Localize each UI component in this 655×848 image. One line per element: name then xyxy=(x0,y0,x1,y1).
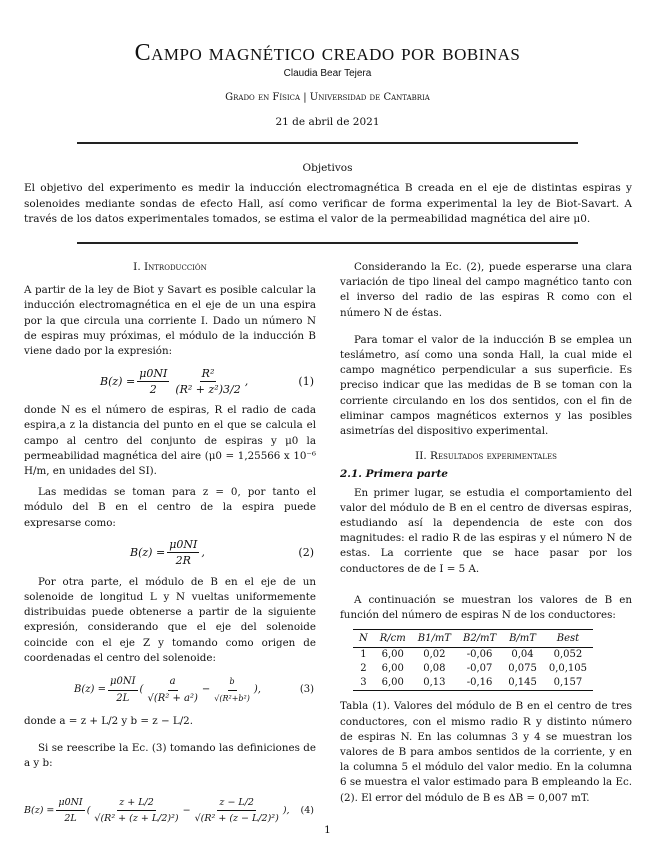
right-paragraph-4: A continuación se muestran los valores de B en función del número de espiras N de los conductores: xyxy=(340,593,632,622)
right-paragraph-2: Para tomar el valor de la inducción B se emplea un teslámetro, así como una sonda Hall, la cual mide el campo magnético perpendicular a sus superficie. Es preciso indicar que las medidas de B se toman con la corriente circulando en los dos sentidos, con el fin de eliminar campos magnéticos externos y las posibles asimetrías del dispositivo experimental. xyxy=(340,333,632,438)
section-resultados: II. Resultados experimentales xyxy=(415,450,557,463)
eq3-frac-num: μ0NI xyxy=(108,674,138,690)
eq2-number: (2) xyxy=(298,546,314,560)
eq3-b-num: b xyxy=(228,674,237,690)
eq1-tail: , xyxy=(244,374,249,388)
eq1-number: (1) xyxy=(298,374,314,388)
bottom-rule xyxy=(77,242,578,244)
eq2-frac-num: μ0NI xyxy=(167,537,199,553)
table-row xyxy=(353,662,593,676)
table-cell: 0,08 xyxy=(423,663,446,675)
page-number: 1 xyxy=(324,824,331,836)
table-cell: 3 xyxy=(353,676,374,691)
right-paragraph-1: Considerando la Ec. (2), puede esperarse una clara variación de tipo lineal del campo magnético tanto con el inverso del radio de las espiras R como con el número N de éstas. xyxy=(340,261,632,319)
eq3-a-num: a xyxy=(168,674,178,690)
table-cell: 0,13 xyxy=(412,676,457,691)
intro-paragraph-5: donde a = z + L/2 y b = z − L/2. xyxy=(24,715,194,728)
table-cell: 0,02 xyxy=(423,649,446,661)
intro-paragraph-2: donde N es el número de espiras, R el radio de cada espira,a z la distancia del punto en el que se calcula el campo al centro del conjunto de espiras y μ0 la permeabilidad magnética del aire (μ0 = 1,25566 x 10⁻⁶ H/m, en unidades del SI). xyxy=(24,404,316,478)
table-cell: 0,075 xyxy=(508,663,537,675)
intro-paragraph-3: Las medidas se toman para z = 0, por tanto el módulo del B en el centro de la espira puede expresarse como: xyxy=(24,486,316,529)
intro-paragraph-4: Por otra parte, el módulo de B en el eje de un solenoide de longitud L y N vueltas uniformemente distribuidas puede obtenerse a partir de la siguiente expresión, considerando que el eje del solenoide coincide con el eje Z y tomando como origen de coordenadas el centro del solenoide: xyxy=(24,575,316,664)
left-column xyxy=(24,260,316,834)
table-cell: 0,145 xyxy=(502,676,543,691)
eq3-a-den: √(R² + a²) xyxy=(147,692,198,704)
table-header-row xyxy=(353,630,593,648)
equation-3: B(z) = $\frac{\mu 0NI}{2L}$ ( $\frac{a}{\text{√(R² + a²)}}$ − $\frac{b}{\text{√(R²+b²)}}$ ), (3) xyxy=(24,670,316,710)
table-cell: 0,0,105 xyxy=(548,663,588,675)
equation-1 xyxy=(24,361,316,401)
table-header: B/mT xyxy=(502,630,543,648)
affiliation: Grado en Física | Universidad de Cantabria xyxy=(225,92,430,103)
table-row xyxy=(353,676,593,691)
table-header: Best xyxy=(543,630,593,648)
subsection-primera-parte: 2.1. Primera parte xyxy=(340,468,448,481)
eq4-frac-num: μ0NI xyxy=(56,795,84,811)
intro-paragraph-6: Si se reescribe la Ec. (3) tomando las definiciones de a y b: xyxy=(24,742,316,770)
results-table xyxy=(353,629,593,691)
eq1-frac2-den: (R² + z²)3/2 xyxy=(175,382,241,396)
eq1-frac1-num: μ0NI xyxy=(137,366,169,382)
eq2-frac-den: 2R xyxy=(175,554,191,568)
right-column xyxy=(340,260,632,806)
table-cell: 0,157 xyxy=(543,676,593,691)
eq4-b-num: z − L/2 xyxy=(217,795,256,811)
eq3-frac-den: 2L xyxy=(116,692,130,704)
abstract-title: Objetivos xyxy=(302,162,353,174)
intro-paragraph-1: A partir de la ley de Biot y Savart es posible calcular la inducción electromagnética en el eje de un una espira por la que circula una corriente I. Dado un número N de espiras muy próximas, el módulo de la inducción B viene dado por la expresión: xyxy=(24,284,316,358)
table-cell: 0,04 xyxy=(511,649,534,661)
eq2-lhs: B(z) = xyxy=(130,546,166,560)
table-cell: 6,00 xyxy=(381,663,404,675)
date: 21 de abril de 2021 xyxy=(275,116,380,128)
table-cell: 6,00 xyxy=(374,676,412,691)
abstract-text: El objetivo del experimento es medir la inducción electromagnética B creada en el eje de distintas espiras y solenoides mediante sondas de efecto Hall, así como verificar de forma experimental la ley de Biot-Savart. A través de los datos experimentales tomados, se estima el valor de la permeabilidad magnética del aire μ0. xyxy=(24,182,632,225)
table-cell: 6,00 xyxy=(381,649,404,661)
top-rule xyxy=(77,142,578,144)
eq4-a-num: z + L/2 xyxy=(117,795,156,811)
eq2-tail: , xyxy=(201,546,205,560)
eq4-lhs: B(z) = xyxy=(24,805,55,817)
table-cell: -0,06 xyxy=(466,649,493,661)
eq1-frac1-den: 2 xyxy=(149,382,157,396)
table-header: B1/mT xyxy=(412,630,457,648)
right-paragraph-3: En primer lugar, se estudia el comportamiento del valor del módulo de B en el centro de diversas espiras, estudiando así la dependencia de este con dos magnitudes: el radio R de las espiras y el número N de estas. La corriente que se hace pasar por los conductores de de I = 5 A. xyxy=(340,486,632,575)
table-cell: 1 xyxy=(360,649,367,661)
table-row xyxy=(353,648,593,663)
equation-4: B(z) = $\frac{\mu 0NI}{2L}$ ( $\frac{z + L/2}{\text{√(R² + (z + L/2)²)}}$ − $\frac{z - L/2}{\text{√(R² + (z − L/2)²)}}$ ), (4) xyxy=(24,788,316,834)
eq1-lhs: B(z) = xyxy=(100,374,136,388)
table-cell: -0,16 xyxy=(457,676,502,691)
table-caption: Tabla (1). Valores del módulo de B en el centro de tres conductores, con el mismo radio R y distinto número de espiras N. En las columnas 3 y 4 se muestran los valores de B para ambos sentidos de la corriente, y en la columna 5 el módulo del valor medio. En la columna 6 se muestra el valor estimado para B empleando la Ec. (2). El error del módulo de B es ΔB = 0,007 mT. xyxy=(340,700,632,804)
table-header: N xyxy=(353,630,374,648)
equation-2 xyxy=(24,534,316,572)
section-introduccion: I. Introducción xyxy=(133,261,207,273)
paper-title: Campo magnético creado por bobinas xyxy=(134,40,521,66)
table-header: R/cm xyxy=(374,630,412,648)
table-cell: 0,052 xyxy=(553,649,583,661)
table-header: B2/mT xyxy=(457,630,502,648)
author: Claudia Bear Tejera xyxy=(283,68,372,79)
eq4-number: (4) xyxy=(300,805,314,817)
eq1-frac2-num: R² xyxy=(200,366,217,382)
eq4-a-den: √(R² + (z + L/2)²) xyxy=(94,813,179,825)
eq3-b-den: √(R²+b²) xyxy=(214,693,250,703)
eq3-lhs: B(z) = xyxy=(74,684,106,696)
eq4-b-den: √(R² + (z − L/2)²) xyxy=(194,813,279,825)
table-cell: 2 xyxy=(360,663,367,675)
eq3-number: (3) xyxy=(299,684,314,696)
eq4-frac-den: 2L xyxy=(64,813,77,825)
table-cell: -0,07 xyxy=(466,663,493,675)
